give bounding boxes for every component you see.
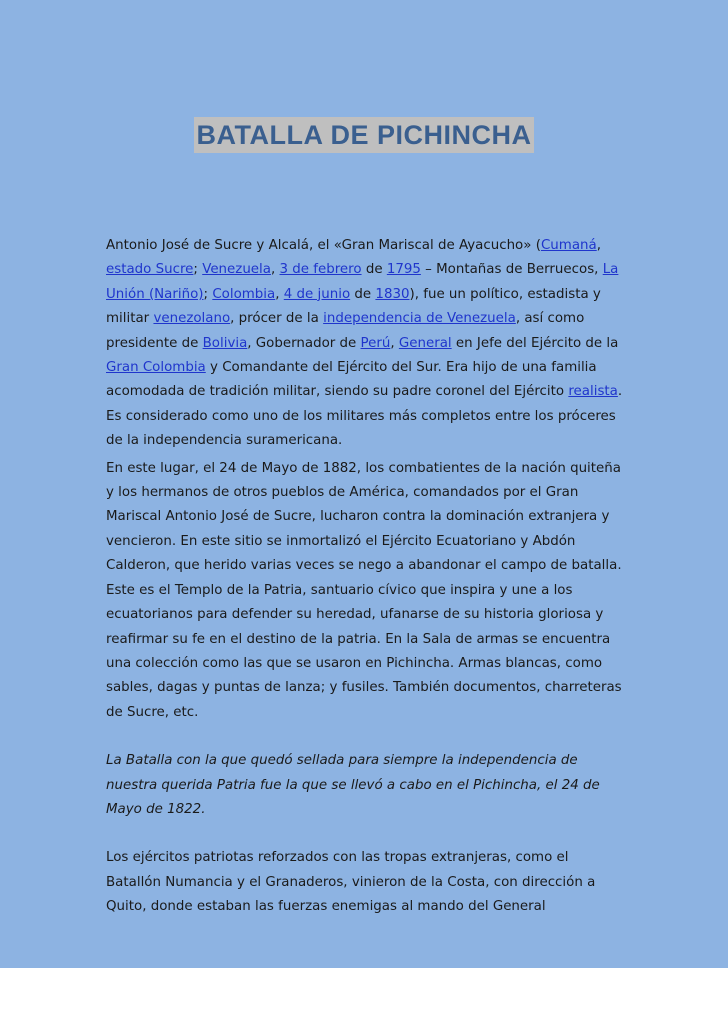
text-run: ; <box>193 262 203 278</box>
text-run: en Jefe del Ejército de la <box>451 335 619 351</box>
text-run: ; <box>203 286 213 302</box>
link-bolivia[interactable]: Bolivia <box>202 335 248 351</box>
text-run: ), fue un político, estadista y militar <box>106 286 601 327</box>
document-body <box>106 234 626 920</box>
link-peru[interactable]: Perú <box>360 335 391 351</box>
link-cumana[interactable]: Cumaná <box>540 238 597 253</box>
text-run: , <box>270 262 280 278</box>
text-run: y Comandante del Ejército del Sur. Era hijo de una familia acomodada de tradición militar, siendo su padre coronel del Ejército <box>106 360 597 400</box>
paragraph-italic-quote: La Batalla con la que quedó sellada para siempre la independencia de nuestra querida Patria fue la que se llevó a cabo en el Pichincha, el 24 de Mayo de 1822. <box>106 753 600 817</box>
page-title: BATALLA DE PICHINCHA <box>194 117 535 153</box>
paragraph-sucre-bio <box>106 234 626 454</box>
page-gap <box>0 968 728 1030</box>
link-gran-colombia[interactable]: Gran Colombia <box>106 360 206 376</box>
link-general[interactable]: General <box>398 335 452 351</box>
link-realista[interactable]: realista <box>568 384 618 400</box>
text-run: Antonio José de Sucre y Alcalá, el «Gran Mariscal de Ayacucho» ( <box>106 238 541 253</box>
link-3-de-febrero[interactable]: 3 de febrero <box>279 262 362 278</box>
text-run: – Montañas de Berruecos, <box>420 262 603 278</box>
link-1795[interactable]: 1795 <box>386 262 421 278</box>
text-run: de <box>361 262 387 278</box>
link-independencia-de-venezuela[interactable]: independencia de Venezuela <box>323 311 516 327</box>
link-1830[interactable]: 1830 <box>375 286 410 302</box>
paragraph-templo-patria: Este es el Templo de la Patria, santuario cívico que inspira y une a los ecuatorianos para defender su heredad, ufanarse de su historia gloriosa y reafirmar su fe en el destino de la patria. En la Sala de armas se encuentra una colección como las que se usaron en Pichincha. Armas blancas, como sables, dagas y puntas de lanza; y fusiles. También documentos, charreteras de Sucre, etc. <box>106 582 622 720</box>
paragraph-battle-site: En este lugar, el 24 de Mayo de 1882, los combatientes de la nación quiteña y los hermanos de otros pueblos de América, comandados por el Gran Mariscal Antonio José de Sucre, lucharon contra la dominación extranjera y vencieron. En este sitio se inmortalizó el Ejército Ecuatoriano y Abdón Calderon, que herido varias veces se nego a abandonar el campo de batalla. <box>106 460 622 574</box>
text-run: , así como presidente de <box>106 311 585 351</box>
link-colombia[interactable]: Colombia <box>212 286 276 302</box>
link-venezuela[interactable]: Venezuela <box>202 262 271 278</box>
text-run: , <box>596 238 601 253</box>
paragraph-ejercitos: Los ejércitos patriotas reforzados con las tropas extranjeras, como el Batallón Numancia y el Granaderos, vinieron de la Costa, con dirección a Quito, donde estaban las fuerzas enemigas al mando del General <box>106 850 596 915</box>
text-run: , prócer de la <box>230 311 324 327</box>
title-wrapper <box>0 117 728 153</box>
text-run: , Gobernador de <box>247 335 361 351</box>
link-la-union-narino[interactable]: La Unión (Nariño) <box>106 262 619 302</box>
link-estado-sucre[interactable]: estado Sucre <box>106 262 194 278</box>
text-run: , <box>390 335 399 351</box>
link-venezolano[interactable]: venezolano <box>153 311 231 327</box>
text-run: de <box>350 286 376 302</box>
text-run: . Es considerado como uno de los militares más completos entre los próceres de la independencia suramericana. <box>106 384 623 449</box>
link-4-de-junio[interactable]: 4 de junio <box>283 286 351 302</box>
text-run: , <box>275 286 284 302</box>
